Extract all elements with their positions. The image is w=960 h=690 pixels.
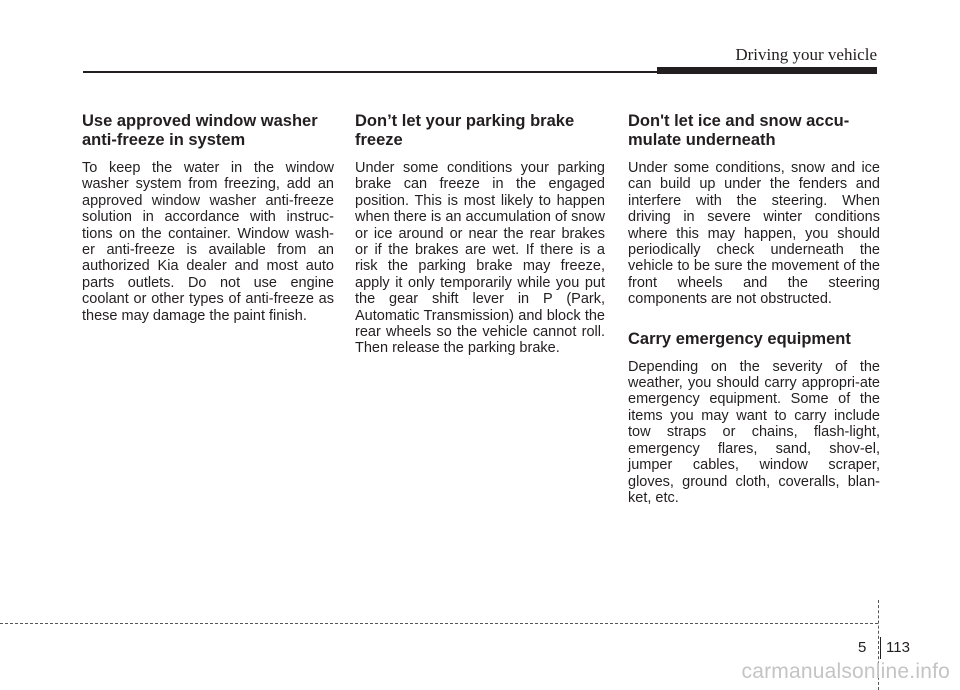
heading-washer-antifreeze: Use approved window washer anti-freeze in system [82, 112, 318, 149]
section-title: Driving your vehicle [735, 45, 877, 64]
column-2 [355, 112, 605, 357]
column-3 [628, 112, 880, 506]
footer-dashed-line [0, 623, 878, 624]
body-ice-snow: Under some conditions, snow and ice can build up under the fenders and interfere with the steering. When driving in severe winter conditions where this may happen, you should periodically check underneath the vehicle to be sure the movement of the front wheels and the steering components are not obstructed. [628, 160, 880, 308]
body-washer-antifreeze: To keep the water in the window washer system from freezing, add an approved window washer anti-freeze solution in accordance with instruc-tions on the container. Window wash-er anti-freeze is available from an authorized Kia dealer and most auto parts outlets. Do not use engine coolant or other types of anti-freeze as these may damage the paint finish. [82, 160, 334, 324]
chapter-number: 5 [858, 639, 867, 656]
body-parking-brake: Under some conditions your parking brake can freeze in the engaged position. This is most likely to happen when there is an accumulation of snow or ice around or near the rear brakes or if the brakes are wet. If there is a risk the parking brake may freeze, apply it only temporarily while you put the gear shift lever in P (Park, Automatic Transmission) and block the rear wheels so the vehicle cannot roll. Then release the parking brake. [355, 160, 605, 357]
heading-ice-snow: Don't let ice and snow accu-mulate underneath [628, 112, 850, 149]
page-number: 113 [886, 639, 910, 656]
heading-parking-brake: Don’t let your parking brake freeze [355, 112, 575, 149]
header-rule-thin [83, 71, 657, 73]
page-number-divider [880, 637, 881, 659]
heading-emergency-equipment: Carry emergency equipment [628, 329, 851, 348]
header-rule-thick [657, 67, 877, 74]
body-emergency-equipment: Depending on the severity of the weather, you should carry appropri-ate emergency equipment. Some of the items you may want to carry include tow straps or chains, flash-light, emergency flares, sand, shov-el, jumper cables, window scraper, gloves, ground cloth, coveralls, blan-ket, etc. [628, 358, 880, 506]
watermark-logo: carmanualsonline.info [741, 660, 950, 683]
column-1 [82, 112, 334, 324]
